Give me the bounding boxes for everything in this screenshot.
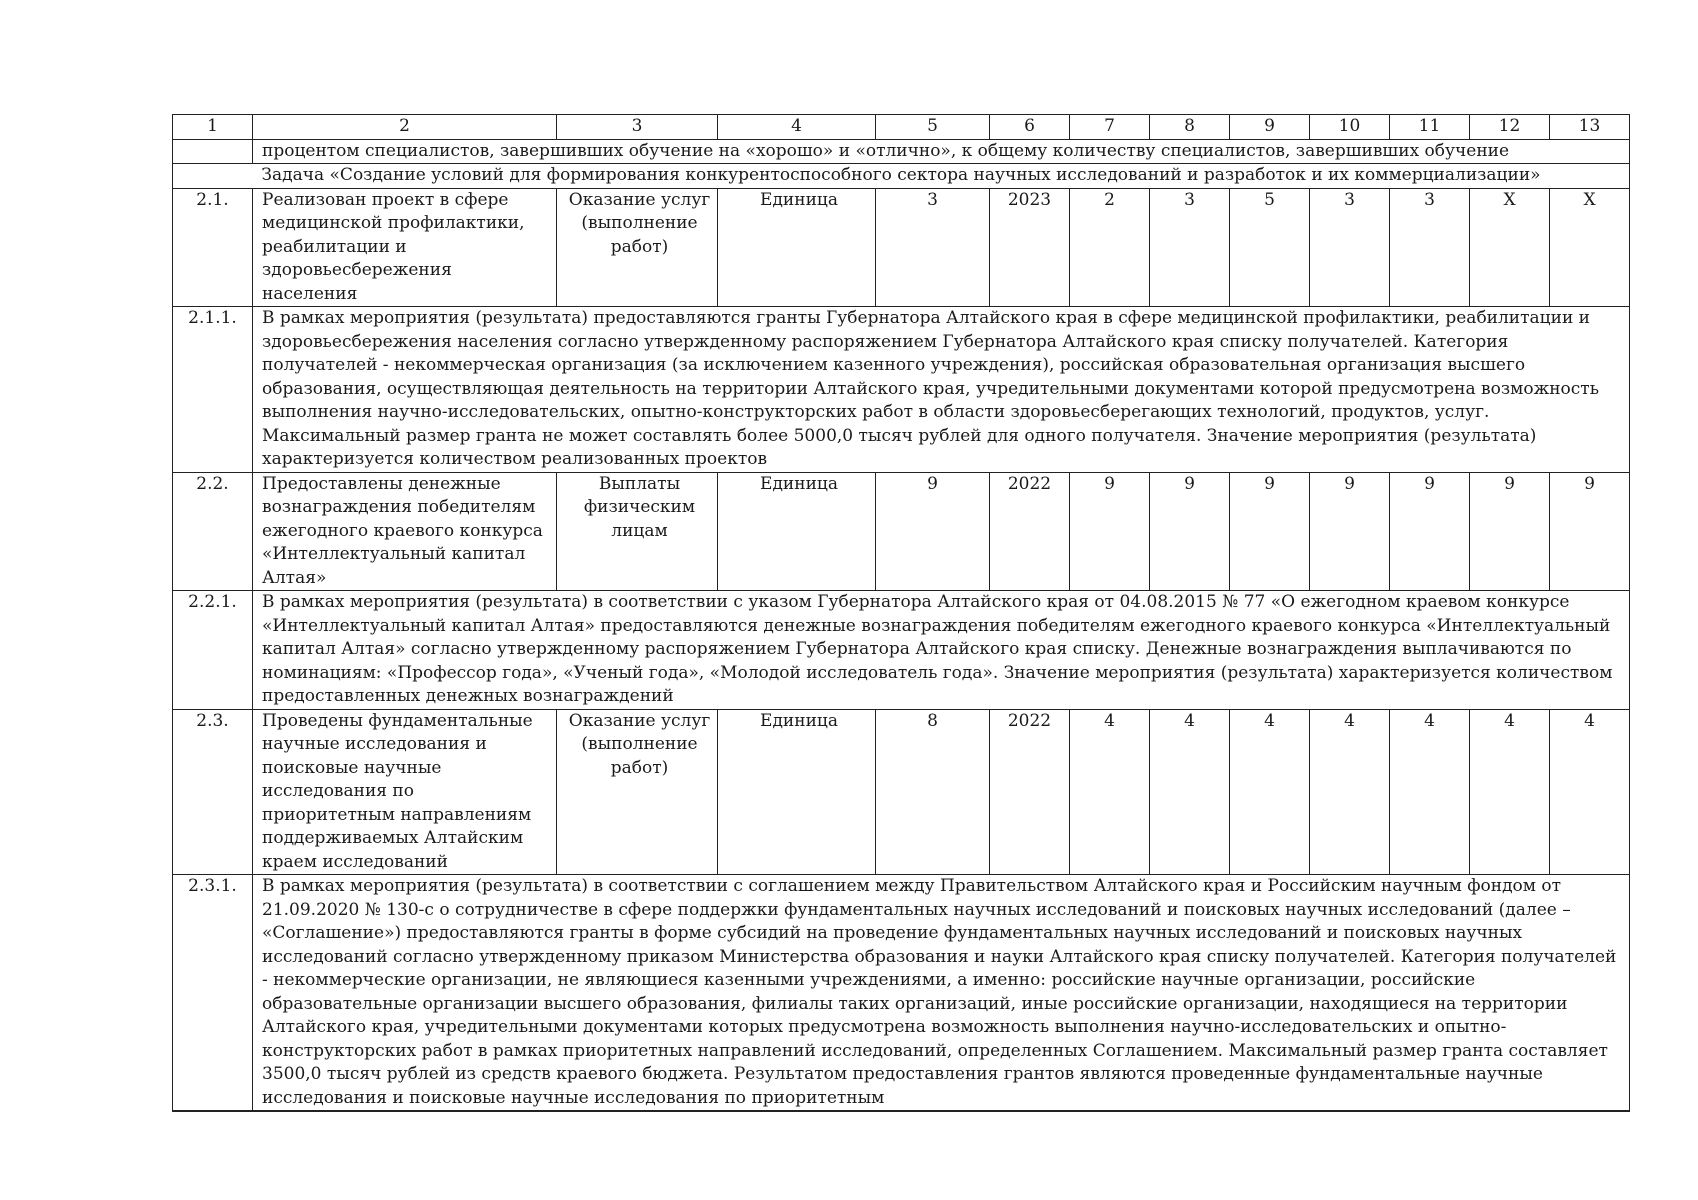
column-number: 3 (557, 115, 718, 140)
measure-description: В рамках мероприятия (результата) в соответствии с соглашением между Правительством Алтайского края и Российским научным фондом от 21.09.2020 № 130-с о сотрудничестве в сфере поддержки фундаментальных научных исследований и поисковых научных исследований (далее – «Соглашение») предоставляются гранты в форме субсидий на проведение фундаментальных научных исследований и поисковых научных исследований согласно утвержденному приказом Министерства образования и науки Алтайского края списку получателей. Категория получателей - некоммерческие организации, не являющиеся казенными учреждениями, а именно: российские научные организации, российские образовательные организации высшего образования, филиалы таких организаций, иные российские организации, находящиеся на территории Алтайского края, учредительными документами которых предусмотрена возможность выполнения научно-исследовательских и опытно-конструкторских работ в рамках приоритетных направлений исследований, определенных Соглашением. Максимальный размер гранта составляет 3500,0 тысяч рублей из средств краевого бюджета. Результатом предоставления грантов являются проведенные фундаментальные научные исследования и поисковые научные исследования по приоритетным (253, 875, 1630, 1112)
column-number: 7 (1070, 115, 1150, 140)
row-number: 2.3.1. (173, 875, 253, 1112)
measure-description: В рамках мероприятия (результата) в соответствии с указом Губернатора Алтайского края от 04.08.2015 № 77 «О ежегодном краевом конкурсе «Интеллектуальный капитал Алтая» предоставляются денежные вознаграждения победителям ежегодного краевого конкурса «Интеллектуальный капитал Алтая» согласно утвержденному распоряжением Губернатора Алтайского края списку. Денежные вознаграждения выплачиваются по номинациям: «Профессор года», «Ученый года», «Молодой исследователь года». Значение мероприятия (результата) характеризуется количеством предоставленных денежных вознаграждений (253, 591, 1630, 710)
value-cell: 4 (1550, 709, 1630, 875)
value-cell: 4 (1150, 709, 1230, 875)
row-number: 2.2. (173, 472, 253, 591)
value-cell: 3 (1310, 188, 1390, 307)
value-cell: Х (1550, 188, 1630, 307)
table-row (173, 472, 1630, 591)
column-number: 1 (173, 115, 253, 140)
value-cell: 4 (1070, 709, 1150, 875)
value-cell: 9 (1310, 472, 1390, 591)
value-cell: 9 (1070, 472, 1150, 591)
value-cell: 4 (1470, 709, 1550, 875)
value-cell: 9 (1230, 472, 1310, 591)
table-row (173, 875, 1630, 1112)
indicator-name: Реализован проект в сфере медицинской профилактики, реабилитации и здоровьесбережения населения (253, 188, 557, 307)
column-number: 11 (1390, 115, 1470, 140)
continuation-row (173, 139, 1630, 164)
unit-cell: Единица (718, 472, 876, 591)
indicators-table (172, 114, 1630, 1112)
empty-cell (173, 139, 253, 164)
indicator-type: Оказание услуг (выполнение работ) (557, 709, 718, 875)
column-number: 13 (1550, 115, 1630, 140)
column-number: 5 (876, 115, 990, 140)
value-cell: 4 (1310, 709, 1390, 875)
value-cell: 2 (1070, 188, 1150, 307)
value-cell: 4 (1390, 709, 1470, 875)
column-number: 4 (718, 115, 876, 140)
task-row (173, 164, 1630, 189)
table-row (173, 307, 1630, 473)
row-number: 2.2.1. (173, 591, 253, 710)
column-number: 8 (1150, 115, 1230, 140)
row-number: 2.1.1. (173, 307, 253, 473)
value-cell: 9 (1390, 472, 1470, 591)
value-cell: Х (1470, 188, 1550, 307)
measure-description: В рамках мероприятия (результата) предоставляются гранты Губернатора Алтайского края в сфере медицинской профилактики, реабилитации и здоровьесбережения населения согласно утвержденному распоряжением Губернатора Алтайского края списку получателей. Категория получателей - некоммерческая организация (за исключением казенного учреждения), российская образовательная организация высшего образования, осуществляющая деятельность на территории Алтайского края, учредительными документами которой предусмотрена возможность выполнения научно-исследовательских, опытно-конструкторских работ в области здоровьесберегающих технологий, продуктов, услуг. Максимальный размер гранта не может составлять более 5000,0 тысяч рублей для одного получателя. Значение мероприятия (результата) характеризуется количеством реализованных проектов (253, 307, 1630, 473)
value-cell: 3 (876, 188, 990, 307)
column-number: 6 (990, 115, 1070, 140)
indicator-type: Выплаты физическим лицам (557, 472, 718, 591)
table-row (173, 188, 1630, 307)
value-cell: 8 (876, 709, 990, 875)
column-number-row (173, 115, 1630, 140)
unit-cell: Единица (718, 709, 876, 875)
indicator-name: Предоставлены денежные вознаграждения победителям ежегодного краевого конкурса «Интеллектуальный капитал Алтая» (253, 472, 557, 591)
value-cell: 9 (1150, 472, 1230, 591)
value-cell: 2022 (990, 472, 1070, 591)
column-number: 9 (1230, 115, 1310, 140)
value-cell: 2023 (990, 188, 1070, 307)
value-cell: 5 (1230, 188, 1310, 307)
continuation-text: процентом специалистов, завершивших обучение на «хорошо» и «отлично», к общему количеству специалистов, завершивших обучение (253, 139, 1630, 164)
value-cell: 9 (1470, 472, 1550, 591)
indicator-type: Оказание услуг (выполнение работ) (557, 188, 718, 307)
table-row (173, 709, 1630, 875)
task-heading: Задача «Создание условий для формирования конкурентоспособного сектора научных исследований и разработок и их коммерциализации» (173, 164, 1630, 189)
column-number: 2 (253, 115, 557, 140)
table-row (173, 591, 1630, 710)
value-cell: 9 (1550, 472, 1630, 591)
column-number: 12 (1470, 115, 1550, 140)
unit-cell: Единица (718, 188, 876, 307)
value-cell: 3 (1150, 188, 1230, 307)
value-cell: 4 (1230, 709, 1310, 875)
value-cell: 9 (876, 472, 990, 591)
value-cell: 2022 (990, 709, 1070, 875)
row-number: 2.3. (173, 709, 253, 875)
value-cell: 3 (1390, 188, 1470, 307)
row-number: 2.1. (173, 188, 253, 307)
column-number: 10 (1310, 115, 1390, 140)
indicator-name: Проведены фундаментальные научные исследования и поисковые научные исследования по приоритетным направлениям поддерживаемых Алтайским краем исследований (253, 709, 557, 875)
